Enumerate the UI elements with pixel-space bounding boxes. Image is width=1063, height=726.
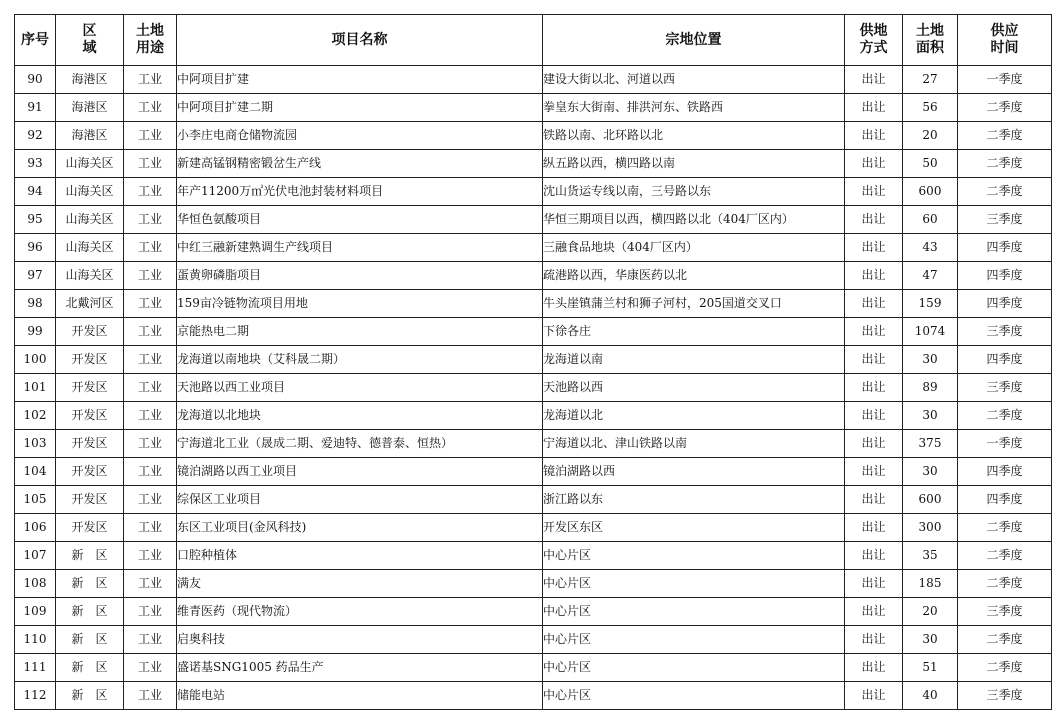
table-row <box>15 122 1052 150</box>
cell-land-use: 工业 <box>124 374 177 402</box>
cell-land-use: 工业 <box>124 122 177 150</box>
cell-supply-method: 出让 <box>845 570 903 598</box>
cell-district: 新 区 <box>56 654 124 682</box>
cell-serial-number: 100 <box>15 346 56 374</box>
cell-parcel-location: 下徐各庄 <box>543 318 845 346</box>
header-project-name: 项目名称 <box>177 15 543 66</box>
table-row <box>15 234 1052 262</box>
land-supply-table-container <box>14 14 1052 710</box>
cell-parcel-location: 中心片区 <box>543 542 845 570</box>
table-row <box>15 178 1052 206</box>
cell-project-name: 盛诺基SNG1005 药品生产 <box>177 654 543 682</box>
cell-district: 开发区 <box>56 346 124 374</box>
cell-land-use: 工业 <box>124 598 177 626</box>
cell-land-area: 159 <box>903 290 958 318</box>
cell-supply-time: 三季度 <box>958 206 1052 234</box>
land-supply-table <box>14 14 1052 710</box>
cell-land-use: 工业 <box>124 290 177 318</box>
cell-parcel-location: 拳皇东大街南、排洪河东、铁路西 <box>543 94 845 122</box>
cell-land-area: 43 <box>903 234 958 262</box>
table-header-row <box>15 15 1052 66</box>
cell-serial-number: 105 <box>15 486 56 514</box>
cell-supply-time: 三季度 <box>958 682 1052 710</box>
cell-parcel-location: 疏港路以西，华康医药以北 <box>543 262 845 290</box>
cell-serial-number: 111 <box>15 654 56 682</box>
table-row <box>15 514 1052 542</box>
cell-serial-number: 99 <box>15 318 56 346</box>
cell-land-use: 工业 <box>124 626 177 654</box>
cell-project-name: 龙海道以北地块 <box>177 402 543 430</box>
cell-supply-time: 二季度 <box>958 178 1052 206</box>
cell-serial-number: 92 <box>15 122 56 150</box>
cell-land-area: 35 <box>903 542 958 570</box>
cell-supply-method: 出让 <box>845 346 903 374</box>
cell-parcel-location: 龙海道以南 <box>543 346 845 374</box>
cell-supply-method: 出让 <box>845 206 903 234</box>
cell-serial-number: 91 <box>15 94 56 122</box>
cell-serial-number: 107 <box>15 542 56 570</box>
cell-land-area: 185 <box>903 570 958 598</box>
cell-district: 新 区 <box>56 570 124 598</box>
cell-parcel-location: 铁路以南、北环路以北 <box>543 122 845 150</box>
cell-project-name: 华恒色氨酸项目 <box>177 206 543 234</box>
cell-land-area: 300 <box>903 514 958 542</box>
cell-district: 开发区 <box>56 318 124 346</box>
cell-supply-method: 出让 <box>845 682 903 710</box>
cell-serial-number: 110 <box>15 626 56 654</box>
cell-supply-method: 出让 <box>845 542 903 570</box>
cell-supply-time: 二季度 <box>958 402 1052 430</box>
header-district: 区 域 <box>56 15 124 66</box>
cell-parcel-location: 中心片区 <box>543 654 845 682</box>
cell-supply-method: 出让 <box>845 290 903 318</box>
cell-land-use: 工业 <box>124 514 177 542</box>
cell-supply-time: 二季度 <box>958 150 1052 178</box>
cell-land-area: 60 <box>903 206 958 234</box>
cell-land-use: 工业 <box>124 318 177 346</box>
cell-land-area: 50 <box>903 150 958 178</box>
cell-serial-number: 93 <box>15 150 56 178</box>
cell-district: 开发区 <box>56 514 124 542</box>
cell-supply-time: 二季度 <box>958 122 1052 150</box>
cell-supply-method: 出让 <box>845 626 903 654</box>
cell-project-name: 满友 <box>177 570 543 598</box>
cell-supply-time: 三季度 <box>958 598 1052 626</box>
cell-project-name: 综保区工业项目 <box>177 486 543 514</box>
table-row <box>15 430 1052 458</box>
cell-project-name: 中红三融新建熟调生产线项目 <box>177 234 543 262</box>
cell-land-area: 40 <box>903 682 958 710</box>
table-row <box>15 94 1052 122</box>
header-parcel-location: 宗地位置 <box>543 15 845 66</box>
cell-land-area: 1074 <box>903 318 958 346</box>
cell-serial-number: 98 <box>15 290 56 318</box>
cell-project-name: 维青医药（现代物流） <box>177 598 543 626</box>
cell-land-use: 工业 <box>124 262 177 290</box>
table-row <box>15 654 1052 682</box>
cell-land-use: 工业 <box>124 150 177 178</box>
table-row <box>15 150 1052 178</box>
cell-serial-number: 95 <box>15 206 56 234</box>
cell-land-area: 600 <box>903 486 958 514</box>
cell-land-use: 工业 <box>124 654 177 682</box>
header-supply-method: 供地 方式 <box>845 15 903 66</box>
cell-land-area: 30 <box>903 402 958 430</box>
header-land-area: 土地 面积 <box>903 15 958 66</box>
cell-parcel-location: 沈山货运专线以南，三号路以东 <box>543 178 845 206</box>
cell-project-name: 镜泊湖路以西工业项目 <box>177 458 543 486</box>
cell-land-use: 工业 <box>124 94 177 122</box>
cell-supply-time: 四季度 <box>958 290 1052 318</box>
cell-land-area: 600 <box>903 178 958 206</box>
cell-district: 山海关区 <box>56 178 124 206</box>
cell-district: 海港区 <box>56 66 124 94</box>
cell-district: 开发区 <box>56 430 124 458</box>
cell-project-name: 东区工业项目(金风科技) <box>177 514 543 542</box>
table-row <box>15 262 1052 290</box>
cell-district: 开发区 <box>56 374 124 402</box>
cell-land-use: 工业 <box>124 346 177 374</box>
cell-supply-method: 出让 <box>845 178 903 206</box>
table-row <box>15 598 1052 626</box>
header-supply-time: 供应 时间 <box>958 15 1052 66</box>
cell-supply-method: 出让 <box>845 150 903 178</box>
cell-supply-time: 三季度 <box>958 318 1052 346</box>
cell-supply-method: 出让 <box>845 374 903 402</box>
cell-district: 山海关区 <box>56 234 124 262</box>
cell-serial-number: 90 <box>15 66 56 94</box>
cell-district: 开发区 <box>56 486 124 514</box>
table-row <box>15 346 1052 374</box>
cell-project-name: 新建高锰钢精密锻岔生产线 <box>177 150 543 178</box>
cell-serial-number: 106 <box>15 514 56 542</box>
table-row <box>15 66 1052 94</box>
table-row <box>15 570 1052 598</box>
cell-supply-method: 出让 <box>845 598 903 626</box>
cell-supply-time: 二季度 <box>958 570 1052 598</box>
cell-supply-time: 四季度 <box>958 262 1052 290</box>
cell-parcel-location: 中心片区 <box>543 570 845 598</box>
header-land-use: 土地 用途 <box>124 15 177 66</box>
cell-parcel-location: 建设大街以北、河道以西 <box>543 66 845 94</box>
cell-district: 新 区 <box>56 682 124 710</box>
cell-district: 海港区 <box>56 94 124 122</box>
cell-land-use: 工业 <box>124 402 177 430</box>
cell-project-name: 小李庄电商仓储物流园 <box>177 122 543 150</box>
cell-project-name: 口腔种植体 <box>177 542 543 570</box>
cell-supply-time: 二季度 <box>958 94 1052 122</box>
cell-parcel-location: 开发区东区 <box>543 514 845 542</box>
cell-parcel-location: 纵五路以西，横四路以南 <box>543 150 845 178</box>
cell-supply-time: 二季度 <box>958 654 1052 682</box>
cell-district: 山海关区 <box>56 206 124 234</box>
cell-supply-time: 四季度 <box>958 486 1052 514</box>
cell-land-area: 47 <box>903 262 958 290</box>
cell-district: 海港区 <box>56 122 124 150</box>
cell-supply-method: 出让 <box>845 318 903 346</box>
cell-parcel-location: 中心片区 <box>543 626 845 654</box>
cell-land-use: 工业 <box>124 458 177 486</box>
table-row <box>15 682 1052 710</box>
cell-supply-time: 一季度 <box>958 66 1052 94</box>
table-row <box>15 542 1052 570</box>
cell-supply-time: 一季度 <box>958 430 1052 458</box>
cell-parcel-location: 华恒三期项目以西，横四路以北（404厂区内） <box>543 206 845 234</box>
cell-serial-number: 109 <box>15 598 56 626</box>
cell-supply-time: 四季度 <box>958 234 1052 262</box>
cell-land-use: 工业 <box>124 682 177 710</box>
cell-supply-method: 出让 <box>845 94 903 122</box>
table-row <box>15 458 1052 486</box>
cell-land-use: 工业 <box>124 206 177 234</box>
cell-project-name: 年产11200万㎡光伏电池封装材料项目 <box>177 178 543 206</box>
cell-district: 开发区 <box>56 458 124 486</box>
cell-serial-number: 103 <box>15 430 56 458</box>
cell-supply-method: 出让 <box>845 262 903 290</box>
cell-parcel-location: 镜泊湖路以西 <box>543 458 845 486</box>
cell-project-name: 储能电站 <box>177 682 543 710</box>
cell-land-area: 30 <box>903 346 958 374</box>
cell-land-use: 工业 <box>124 234 177 262</box>
cell-supply-method: 出让 <box>845 514 903 542</box>
cell-supply-method: 出让 <box>845 234 903 262</box>
cell-land-use: 工业 <box>124 178 177 206</box>
cell-supply-time: 四季度 <box>958 346 1052 374</box>
cell-district: 新 区 <box>56 626 124 654</box>
cell-serial-number: 108 <box>15 570 56 598</box>
cell-supply-method: 出让 <box>845 402 903 430</box>
cell-project-name: 龙海道以南地块（艾科晟二期） <box>177 346 543 374</box>
cell-district: 山海关区 <box>56 262 124 290</box>
cell-supply-time: 四季度 <box>958 458 1052 486</box>
cell-land-area: 56 <box>903 94 958 122</box>
cell-land-use: 工业 <box>124 430 177 458</box>
cell-land-use: 工业 <box>124 542 177 570</box>
cell-supply-time: 三季度 <box>958 374 1052 402</box>
cell-supply-method: 出让 <box>845 66 903 94</box>
cell-land-area: 89 <box>903 374 958 402</box>
header-serial-number: 序号 <box>15 15 56 66</box>
cell-parcel-location: 中心片区 <box>543 682 845 710</box>
cell-parcel-location: 牛头崖镇蒲兰村和狮子河村，205国道交叉口 <box>543 290 845 318</box>
table-row <box>15 290 1052 318</box>
cell-project-name: 中阿项目扩建二期 <box>177 94 543 122</box>
cell-project-name: 159亩冷链物流项目用地 <box>177 290 543 318</box>
cell-project-name: 宁海道北工业（晟成二期、爱迪特、德普泰、恒热） <box>177 430 543 458</box>
cell-land-area: 30 <box>903 626 958 654</box>
table-row <box>15 374 1052 402</box>
cell-land-use: 工业 <box>124 570 177 598</box>
table-row <box>15 402 1052 430</box>
cell-supply-method: 出让 <box>845 122 903 150</box>
cell-serial-number: 104 <box>15 458 56 486</box>
cell-parcel-location: 宁海道以北、津山铁路以南 <box>543 430 845 458</box>
cell-supply-time: 二季度 <box>958 542 1052 570</box>
cell-supply-method: 出让 <box>845 486 903 514</box>
cell-supply-time: 二季度 <box>958 514 1052 542</box>
cell-supply-time: 二季度 <box>958 626 1052 654</box>
table-row <box>15 206 1052 234</box>
cell-serial-number: 101 <box>15 374 56 402</box>
cell-parcel-location: 龙海道以北 <box>543 402 845 430</box>
cell-supply-method: 出让 <box>845 430 903 458</box>
cell-parcel-location: 中心片区 <box>543 598 845 626</box>
cell-district: 北戴河区 <box>56 290 124 318</box>
table-row <box>15 318 1052 346</box>
cell-serial-number: 94 <box>15 178 56 206</box>
cell-land-use: 工业 <box>124 486 177 514</box>
cell-project-name: 蛋黄卵磷脂项目 <box>177 262 543 290</box>
cell-land-area: 27 <box>903 66 958 94</box>
cell-parcel-location: 三融食品地块（404厂区内） <box>543 234 845 262</box>
cell-serial-number: 102 <box>15 402 56 430</box>
cell-land-area: 20 <box>903 122 958 150</box>
cell-district: 山海关区 <box>56 150 124 178</box>
cell-land-use: 工业 <box>124 66 177 94</box>
cell-serial-number: 97 <box>15 262 56 290</box>
cell-project-name: 启奥科技 <box>177 626 543 654</box>
cell-land-area: 30 <box>903 458 958 486</box>
cell-district: 新 区 <box>56 542 124 570</box>
cell-land-area: 51 <box>903 654 958 682</box>
cell-serial-number: 112 <box>15 682 56 710</box>
cell-project-name: 京能热电二期 <box>177 318 543 346</box>
cell-land-area: 375 <box>903 430 958 458</box>
cell-supply-method: 出让 <box>845 654 903 682</box>
cell-project-name: 天池路以西工业项目 <box>177 374 543 402</box>
cell-district: 新 区 <box>56 598 124 626</box>
table-row <box>15 626 1052 654</box>
cell-parcel-location: 浙江路以东 <box>543 486 845 514</box>
cell-project-name: 中阿项目扩建 <box>177 66 543 94</box>
cell-district: 开发区 <box>56 402 124 430</box>
cell-parcel-location: 天池路以西 <box>543 374 845 402</box>
cell-serial-number: 96 <box>15 234 56 262</box>
table-row <box>15 486 1052 514</box>
cell-supply-method: 出让 <box>845 458 903 486</box>
cell-land-area: 20 <box>903 598 958 626</box>
